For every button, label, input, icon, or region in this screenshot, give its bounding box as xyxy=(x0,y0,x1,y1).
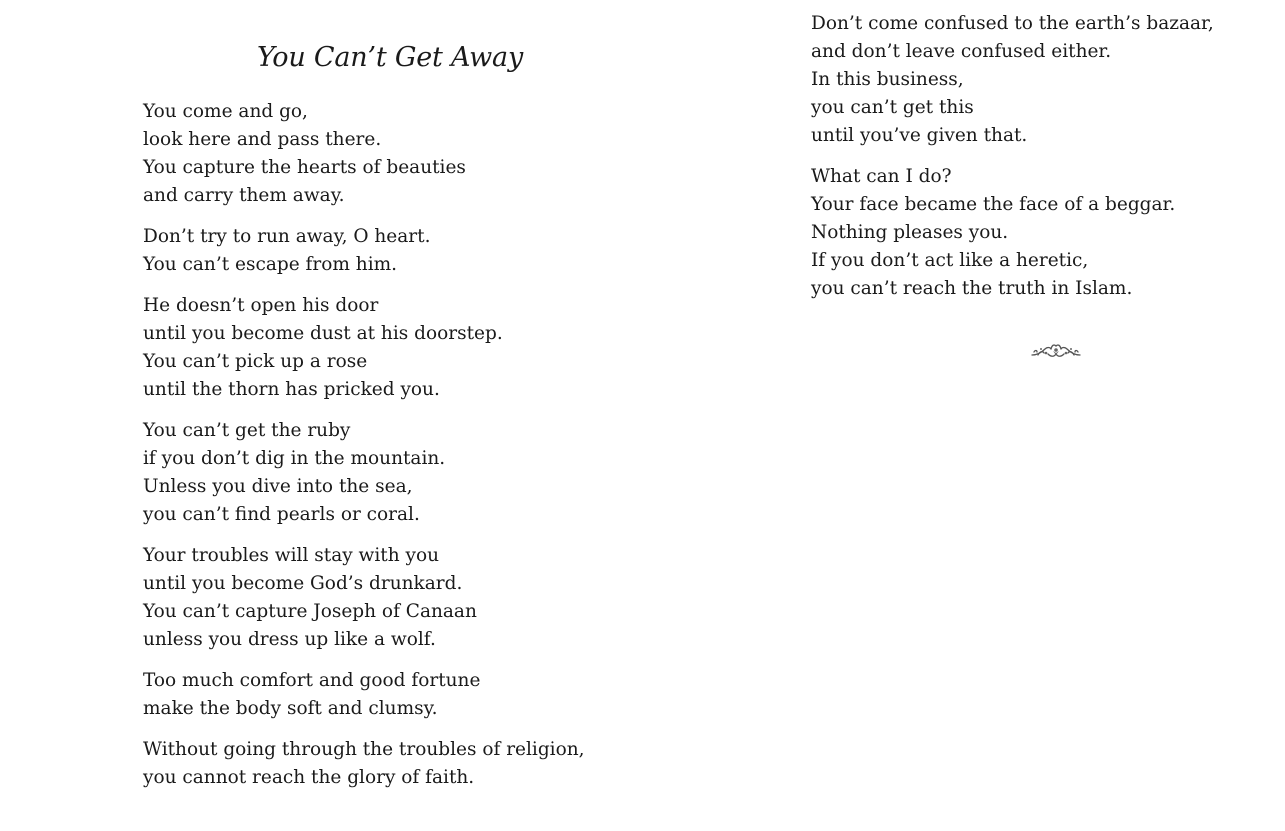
poem-line: until you become God’s drunkard. xyxy=(143,573,463,594)
poem-line: you can’t get this xyxy=(811,97,974,118)
poem-line: you cannot reach the glory of faith. xyxy=(143,767,475,788)
stanza xyxy=(143,292,585,404)
right-page xyxy=(640,0,1285,831)
poem-line: until you become dust at his doorstep. xyxy=(143,323,503,344)
poem-line: You can’t escape from him. xyxy=(143,254,398,275)
poem-line: until the thorn has pricked you. xyxy=(143,379,440,400)
poem-line: Your troubles will stay with you xyxy=(143,545,440,566)
poem-line: Don’t try to run away, O heart. xyxy=(143,226,431,247)
poem-line: until you’ve given that. xyxy=(811,125,1028,146)
poem-line: Nothing pleases you. xyxy=(811,222,1009,243)
poem-line: You can’t get the ruby xyxy=(143,420,351,441)
stanza xyxy=(811,163,1214,303)
poem-line: You capture the hearts of beauties xyxy=(143,157,466,178)
poem-title: You Can’t Get Away xyxy=(257,42,523,73)
poem-line: and carry them away. xyxy=(143,185,345,206)
poem-line: you can’t reach the truth in Islam. xyxy=(811,278,1133,299)
poem-line: make the body soft and clumsy. xyxy=(143,698,438,719)
poem-line: if you don’t dig in the mountain. xyxy=(143,448,446,469)
poem-line: He doesn’t open his door xyxy=(143,295,379,316)
poem-line: If you don’t act like a heretic, xyxy=(811,250,1089,271)
stanza xyxy=(143,223,585,279)
left-page xyxy=(0,0,640,831)
poem-line: You can’t pick up a rose xyxy=(143,351,368,372)
floral-vignette-icon xyxy=(1030,340,1082,362)
poem-line: In this business, xyxy=(811,69,964,90)
poem-line: you can’t find pearls or coral. xyxy=(143,504,420,525)
stanza xyxy=(811,10,1214,150)
poem-line: You come and go, xyxy=(143,101,308,122)
poem-line: Unless you dive into the sea, xyxy=(143,476,413,497)
stanza xyxy=(143,417,585,529)
poem-line: and don’t leave confused either. xyxy=(811,41,1112,62)
poem-line: You can’t capture Joseph of Canaan xyxy=(143,601,477,622)
poem-line: unless you dress up like a wolf. xyxy=(143,629,436,650)
poem-line: Too much comfort and good fortune xyxy=(143,670,481,691)
poem-line: Don’t come confused to the earth’s bazaar, xyxy=(811,13,1214,34)
left-stanzas xyxy=(143,98,585,805)
poem-line: look here and pass there. xyxy=(143,129,382,150)
poem-line: Your face became the face of a beggar. xyxy=(811,194,1176,215)
poem-line: Without going through the troubles of religion, xyxy=(143,739,585,760)
stanza xyxy=(143,542,585,654)
stanza xyxy=(143,736,585,792)
stanza xyxy=(143,667,585,723)
stanza xyxy=(143,98,585,210)
poem-line: What can I do? xyxy=(811,166,952,187)
right-stanzas xyxy=(811,10,1214,316)
